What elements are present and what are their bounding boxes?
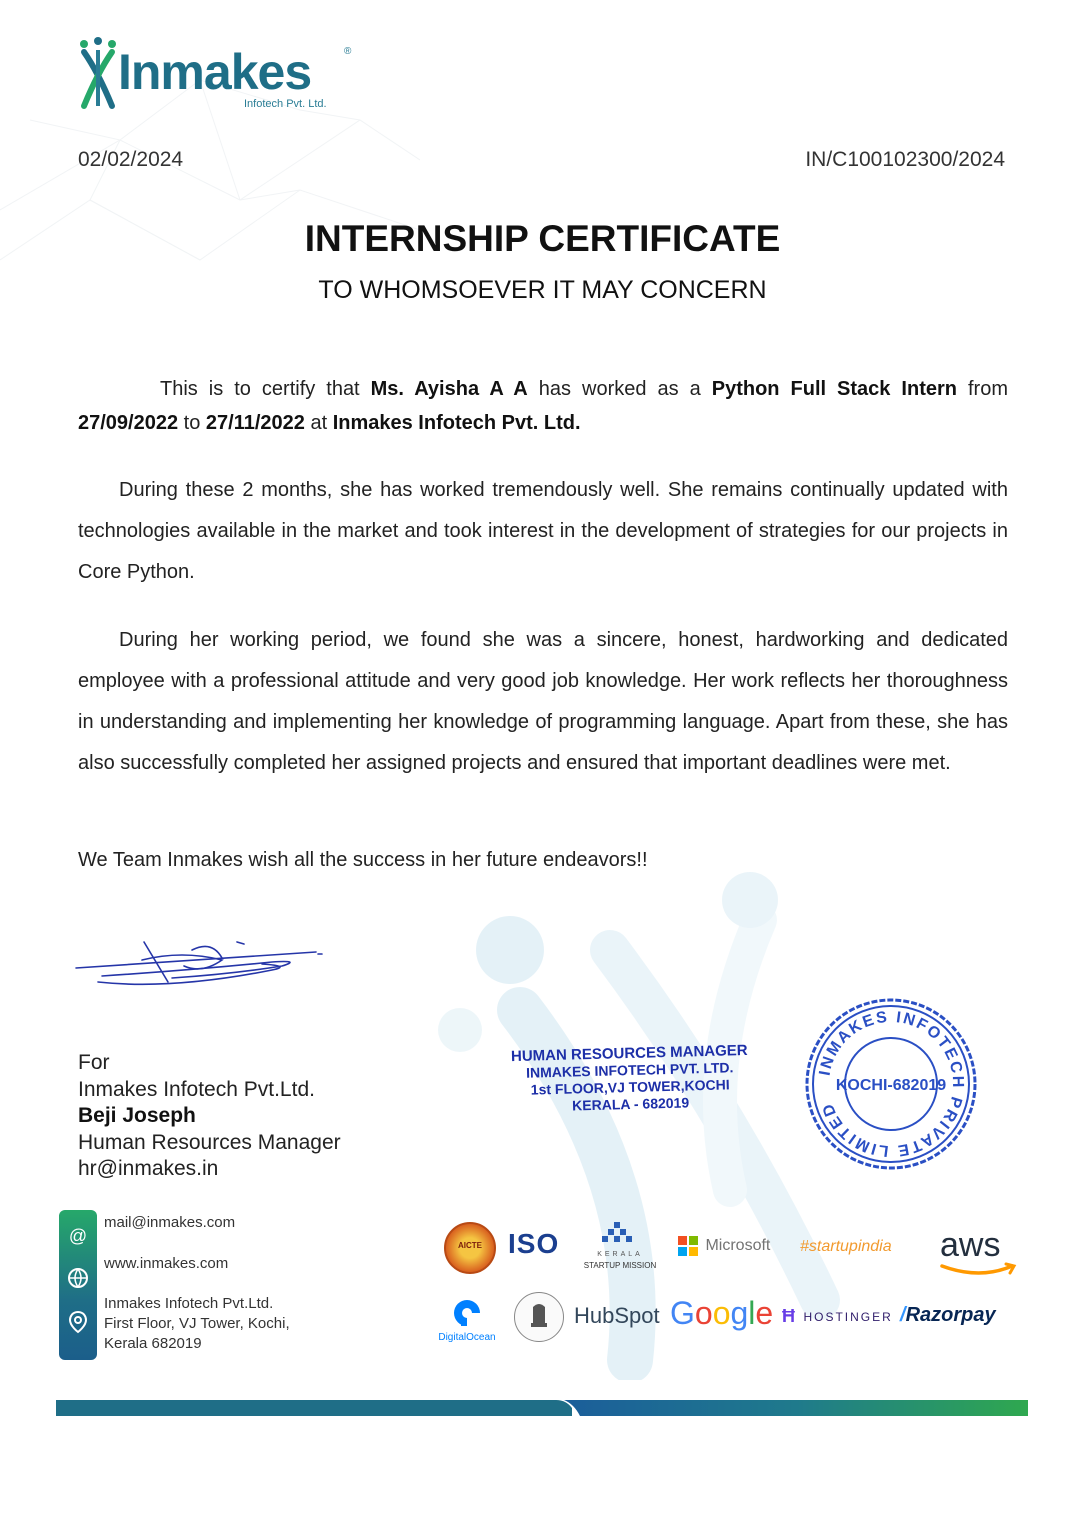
- certificate-subtitle: TO WHOMSOEVER IT MAY CONCERN: [318, 276, 767, 304]
- seal-ring-text: INMAKES INFOTECH PRIVATE LIMITED: [816, 1008, 967, 1160]
- razorpay-slash-icon: /: [900, 1304, 906, 1326]
- aws-label: aws: [940, 1226, 1001, 1264]
- end-date: 27/11/2022: [205, 412, 305, 434]
- address-line-1: Inmakes Infotech Pvt.Ltd.: [104, 1295, 274, 1312]
- registered-mark: ®: [344, 46, 352, 57]
- p1-text-5: at: [304, 412, 333, 434]
- company-name: Inmakes Infotech Pvt. Ltd.: [332, 412, 581, 434]
- stamp-line-4: KERALA - 682019: [571, 1094, 690, 1114]
- hubspot-logo: HubSpot: [574, 1303, 660, 1328]
- company-logo: [76, 36, 366, 116]
- p1-text-2: has worked as a: [527, 378, 712, 400]
- aicte-label: AICTE: [458, 1241, 482, 1250]
- microsoft-label: Microsoft: [705, 1237, 771, 1254]
- logo-wordmark: Inmakes: [118, 44, 312, 100]
- seal-center-text: KOCHI-682019: [835, 1077, 947, 1094]
- footer-stripe: [56, 1400, 1028, 1416]
- razorpay-logo: [900, 1304, 996, 1327]
- reference-number: IN/C100102300/2024: [805, 148, 1005, 171]
- p1-text-3: from: [957, 378, 1009, 400]
- p1-text-1: This is to certify that: [160, 378, 371, 400]
- ksum-kerala-label: KERALA: [597, 1251, 643, 1258]
- contact-address: [104, 1294, 290, 1354]
- microsoft-squares-icon: [678, 1236, 698, 1256]
- signatory-email: hr@inmakes.in: [78, 1157, 219, 1180]
- certificate-title: INTERNSHIP CERTIFICATE: [304, 218, 781, 259]
- signatory-name: Beji Joseph: [78, 1104, 196, 1127]
- digitalocean-label: DigitalOcean: [438, 1332, 496, 1343]
- ksum-logo: [578, 1222, 662, 1272]
- aws-logo: [940, 1226, 1020, 1282]
- signature: [72, 930, 332, 1000]
- signatory-for: For: [78, 1051, 110, 1074]
- start-date: 27/09/2022: [78, 412, 179, 434]
- certificate-date: 02/02/2024: [78, 148, 184, 171]
- globe-icon: [66, 1267, 90, 1291]
- signatory-designation: Human Resources Manager: [78, 1130, 341, 1154]
- hostinger-logo: [782, 1306, 893, 1327]
- address-line-2: First Floor, VJ Tower, Kochi,: [104, 1315, 290, 1332]
- address-line-3: Kerala 682019: [104, 1335, 202, 1352]
- hostinger-label: HOSTINGER: [803, 1309, 893, 1324]
- performance-paragraph: During these 2 months, she has worked tremendously well. She remains continually updated with technologies available in the market and took interest in the development of strategies for our projects in Core Python.: [78, 479, 1008, 583]
- signatory-org: Inmakes Infotech Pvt.Ltd.: [78, 1077, 315, 1101]
- razorpay-label: Razorpay: [905, 1304, 996, 1326]
- digitalocean-icon: [450, 1296, 484, 1330]
- intern-role: Python Full Stack Intern: [711, 378, 957, 400]
- mail-icon: @: [68, 1226, 88, 1246]
- stamp-line-2: INMAKES INFOTECH PVT. LTD.: [525, 1059, 734, 1081]
- intern-name: Ms. Ayisha A A: [370, 378, 528, 400]
- contact-email[interactable]: mail@inmakes.com: [104, 1214, 236, 1231]
- logo-subtitle: Infotech Pvt. Ltd.: [244, 98, 327, 110]
- stamp-line-1: HUMAN RESOURCES MANAGER: [510, 1041, 748, 1066]
- p1-text-4: to: [178, 412, 206, 434]
- government-emblem-logo: [514, 1292, 564, 1342]
- iso-logo: ISO: [508, 1228, 560, 1259]
- wishes-paragraph: We Team Inmakes wish all the success in her future endeavors!!: [78, 849, 648, 871]
- signatory-block: [78, 1050, 341, 1183]
- hostinger-h-icon: Ħ: [782, 1306, 795, 1326]
- inmakes-logo-icon: [76, 36, 120, 110]
- contact-icon-bar: [59, 1210, 97, 1360]
- stamp-line-3: 1st FLOOR,VJ TOWER,KOCHI: [530, 1076, 730, 1098]
- ksum-label: STARTUP MISSION: [583, 1261, 657, 1270]
- hr-stamp: [479, 1041, 781, 1117]
- location-pin-icon: [66, 1310, 90, 1334]
- company-seal: [803, 996, 979, 1172]
- contact-website[interactable]: www.inmakes.com: [104, 1255, 229, 1272]
- ksum-graphic-icon: [598, 1222, 638, 1250]
- ashoka-emblem-icon: [515, 1293, 563, 1341]
- digitalocean-logo: [432, 1296, 502, 1346]
- aws-smile-icon: [940, 1262, 1020, 1278]
- conduct-paragraph: During her working period, we found she was a sincere, honest, hardworking and dedicated employee with a professional attitude and very good job knowledge. Her work reflects her thoroughness in understanding and implementing her knowledge of programming language. Apart from these, she has also successfully completed her assigned projects and ensured that important deadlines were met.: [78, 629, 1008, 774]
- microsoft-logo: [678, 1236, 770, 1256]
- certification-paragraph: [78, 372, 1008, 440]
- aicte-logo: [444, 1222, 496, 1274]
- startupindia-logo: #startupindia: [800, 1238, 892, 1255]
- google-logo: Google: [670, 1295, 774, 1331]
